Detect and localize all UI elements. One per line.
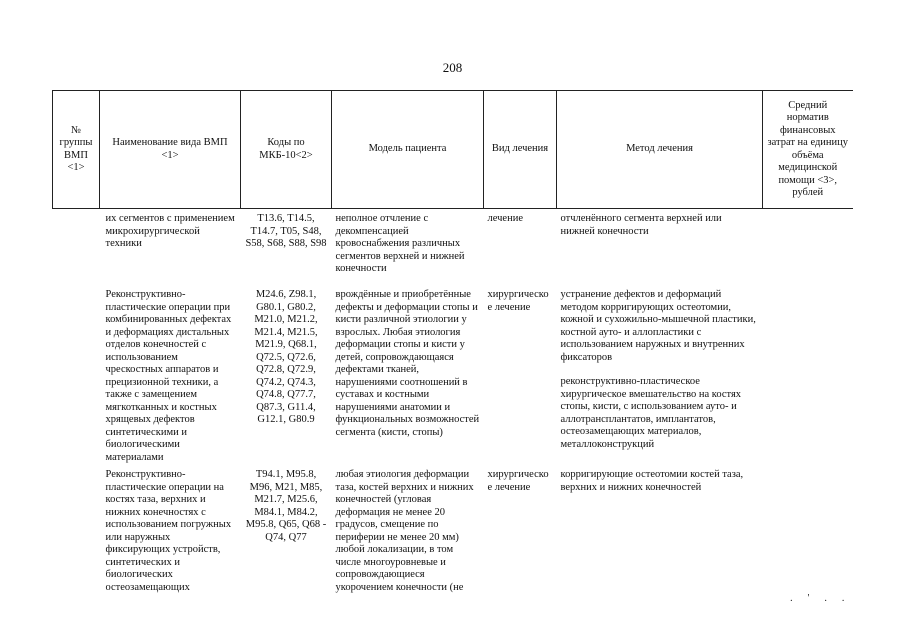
cell-icd-codes: M24.6, Z98.1, G80.1, G80.2, M21.0, M21.2, M21.4, M21.5, M21.9, Q68.1, Q72.5, Q72.6, Q72.8, Q72.9, Q74.2, Q74.3, Q74.8, Q77.7, Q87.3, G11.4, G12.1, G80.9 (254, 289, 318, 425)
cell-patient-model: неполное отчление с декомпенсацией кровоснабжения различных сегментов верхней и нижней конечности (335, 213, 465, 274)
cell-cost (763, 287, 853, 467)
cell-group (53, 467, 100, 599)
cell-treatment-method (557, 287, 763, 467)
cell-group (53, 209, 100, 288)
page-number: 208 (442, 60, 463, 75)
table-row (53, 209, 853, 288)
cell-patient-model: врождённые и приобретённые дефекты и деформации стопы и кисти различной этиологии у взрослых. Любая этиология деформации стопы и кисти у детей, сопровождающаяся дефектами тканей, нарушениями соотношений в суставах и костными нарушениями анатомии и функциональных возможностей сегмента (кисти, стопы) (335, 289, 480, 438)
scan-specks: . ' . . (790, 592, 851, 604)
header-treatment-method: Метод лечения (557, 91, 763, 209)
table-row (53, 287, 853, 467)
method-text: отчленённого сегмента верхней или нижней конечности (560, 213, 722, 237)
header-average-cost: Средний норматив финансовых затрат на единицу объёма медицинской помощи <3>, рублей (763, 91, 853, 209)
header-vmp-name: Наименование вида ВМП <1> (100, 91, 241, 209)
cell-icd-codes: T13.6, T14.5, T14.7, T05, S48, S58, S68, S88, S98 (245, 213, 327, 249)
cell-treatment-type: хирургическое лечение (487, 289, 549, 313)
cell-cost (763, 467, 853, 599)
method-text: реконструктивно-пластическое хирургическое вмешательство на костях стопы, кисти, с использованием ауто- и аллотрансплантатов, имплантатов, остеозамещающих материалов, металлоконструкций (560, 376, 742, 450)
cell-vmp-name: Реконструктивно-пластические операции при комбинированных дефектах и деформациях дистальных отделов конечностей с использованием чрескостных аппаратов и прецизионной техники, а также с замещением мягкотканных и костных хрящевых дефектов синтетическими и биологическими материалами (105, 289, 232, 463)
method-text: корригирующие остеотомии костей таза, верхних и нижних конечностей (560, 469, 744, 493)
cell-vmp-name: Реконструктивно-пластические операции на костях таза, верхних и нижних конечностях с использованием погружных или наружных фиксирующих устройств, синтетических и биологических остеозамещающих (105, 469, 232, 593)
cell-patient-model: любая этиология деформации таза, костей верхних и нижних конечностей (угловая деформация не менее 20 градусов, смещение по периферии не менее 20 мм) любой локализации, в том числе многоуровневые и сопровождающиеся укорочением конечности (не (335, 469, 474, 593)
cell-treatment-type: хирургическое лечение (487, 469, 549, 493)
cell-treatment-type: лечение (487, 213, 523, 224)
cell-treatment-method (557, 209, 763, 288)
cell-group (53, 287, 100, 467)
header-icd-codes: Коды по МКБ-10<2> (241, 91, 332, 209)
cell-treatment-method (557, 467, 763, 599)
header-treatment-type: Вид лечения (484, 91, 557, 209)
cell-vmp-name: их сегментов с применением микрохирургической техники (105, 213, 235, 249)
table-row (53, 467, 853, 599)
method-text: устранение дефектов и деформаций методом корригирующих остеотомии, кожной и сухожильно-мышечной пластики, костной ауто- и аллопластики с использованием наружных и внутренних фиксаторов (560, 289, 756, 363)
header-patient-model: Модель пациента (332, 91, 484, 209)
table-header-row (53, 91, 853, 209)
cell-icd-codes: T94.1, M95.8, M96, M21, M85, M21.7, M25.6, M84.1, M84.2, M95.8, Q65, Q68 - Q74, Q77 (245, 469, 327, 543)
vmp-table (52, 90, 853, 599)
cell-cost (763, 209, 853, 288)
header-group-number: № группы ВМП <1> (53, 91, 100, 209)
